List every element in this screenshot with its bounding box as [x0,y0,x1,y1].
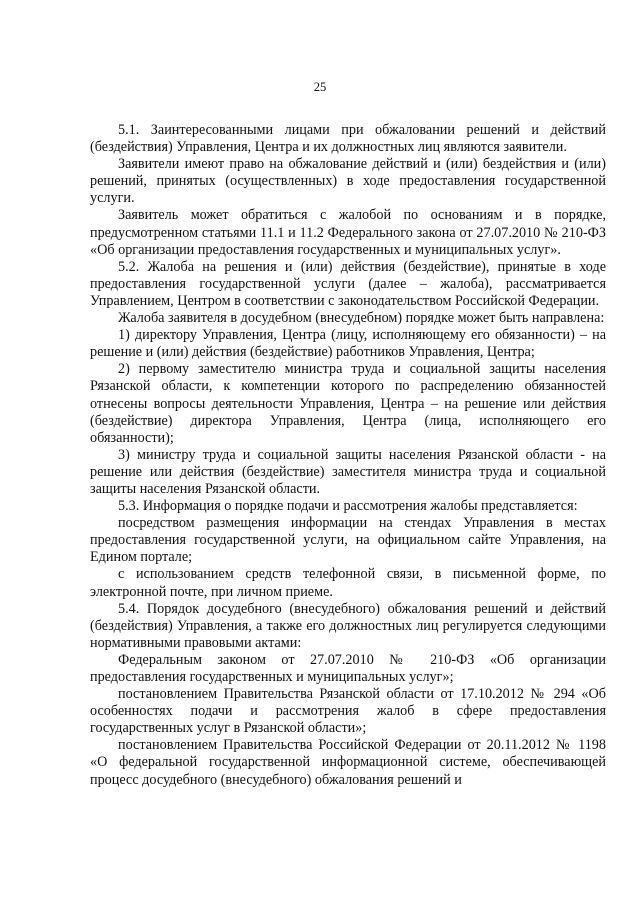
paragraph: Федеральным законом от 27.07.2010 № 210-ФЗ «Об организации предоставления государственных и муниципальных услуг»; [90,651,606,685]
document-body [90,122,606,789]
paragraph: постановлением Правительства Рязанской области от 17.10.2012 № 294 «Об особенностях подачи и рассмотрения жалоб в сфере предоставления государственных услуг в Рязанской области»; [90,686,606,737]
paragraph: 3) министру труда и социальной защиты населения Рязанской области - на решение или действия (бездействие) заместителя министра труда и социальной защиты населения Рязанской области. [90,446,606,497]
page-number: 25 [313,80,327,94]
paragraph: постановлением Правительства Российской Федерации от 20.11.2012 № 1198 «О федеральной государственной информационной системе, обеспечивающей процесс досудебного (внесудебного) обжалования решений и [90,737,606,788]
paragraph: Жалоба заявителя в досудебном (внесудебном) порядке может быть направлена: [118,310,605,327]
paragraph: 5.3. Информация о порядке подачи и рассмотрения жалобы представляется: [118,498,578,515]
paragraph: 5.1. Заинтересованными лицами при обжаловании решений и действий (бездействия) Управления, Центра и их должностных лиц являются заявители. [90,122,606,156]
paragraph: с использованием средств телефонной связи, в письменной форме, по электронной почте, при личном приеме. [90,566,606,600]
paragraph: Заявитель может обратиться с жалобой по основаниям и в порядке, предусмотренном статьями 11.1 и 11.2 Федерального закона от 27.07.2010 № 210-ФЗ «Об организации предоставления государственных и муниципальных услуг». [90,207,606,258]
paragraph: 2) первому заместителю министра труда и социальной защиты населения Рязанской области, к компетенции которого по распределению обязанностей отнесены вопросы деятельности Управления, Центра – на решение или действия (бездействие) директора Управления, Центра (лица, исполняющего его обязанности); [90,361,606,446]
paragraph: Заявители имеют право на обжалование действий и (или) бездействия и (или) решений, принятых (осуществленных) в ходе предоставления государственной услуги. [90,156,606,207]
paragraph: 1) директору Управления, Центра (лицу, исполняющему его обязанности) – на решение и (или) действия (бездействие) работников Управления, Центра; [90,327,606,361]
paragraph: 5.4. Порядок досудебного (внесудебного) обжалования решений и действий (бездействия) Управления, а также его должностных лиц регулируется следующими нормативными правовыми актами: [90,600,606,651]
paragraph: посредством размещения информации на стендах Управления в местах предоставления государственной услуги, на официальном сайте Управления, на Едином портале; [90,515,606,566]
paragraph: 5.2. Жалоба на решения и (или) действия (бездействие), принятые в ходе предоставления государственной услуги (далее – жалоба), рассматривается Управлением, Центром в соответствии с законодательством Российской Федерации. [90,258,606,309]
